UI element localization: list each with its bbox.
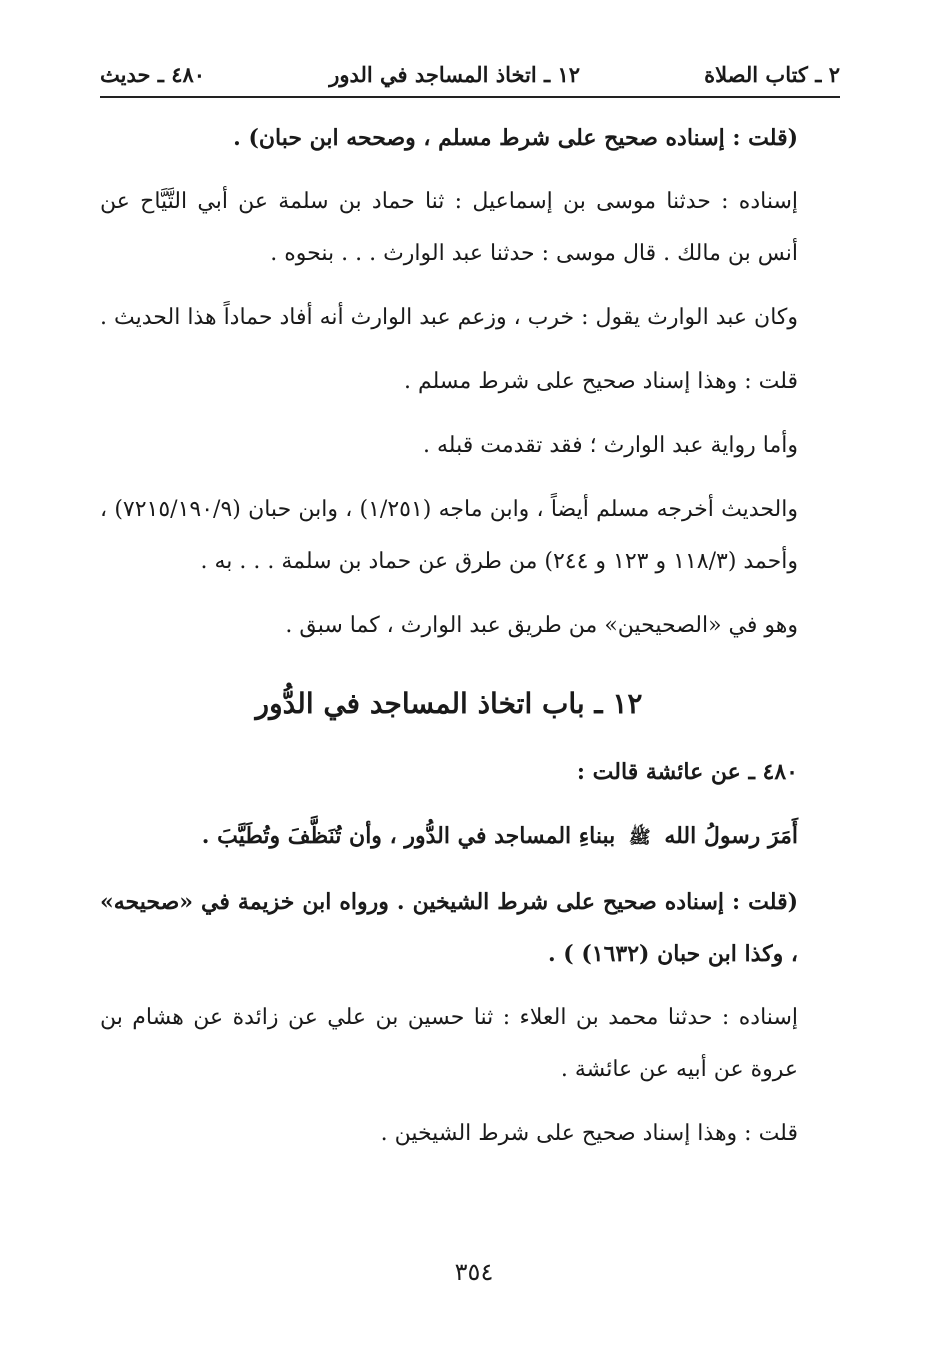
paragraph-note-5: قلت : وهذا إسناد صحيح على شرط الشيخين . <box>380 1121 798 1146</box>
paragraph-takhrij: والحديث أخرجه مسلم أيضاً ، وابن ماجه (١/٢٥١) ، وابن حبان (٧٢١٥/١٩٠/٩) ، وأحمد (١١٨/٣ و ١٢٣ و ٢٤٤) من طرق عن حماد بن سلمة . . . به . <box>100 497 798 574</box>
paragraph-isnad-2: إسناده : حدثنا محمد بن العلاء : ثنا حسين بن علي عن زائدة عن هشام بن عروة عن أبيه عن عائشة . <box>100 1005 798 1082</box>
header-book-title: ٢ ـ كتاب الصلاة <box>704 61 840 87</box>
header-divider <box>100 96 840 98</box>
hadith-intro: ٤٨٠ ـ عن عائشة قالت : <box>576 759 798 785</box>
page-body <box>100 112 798 1160</box>
paragraph-note-2: قلت : وهذا إسناد صحيح على شرط مسلم . <box>403 369 798 394</box>
header-hadith-number: ٤٨٠ ـ حديث <box>100 61 206 87</box>
hadith-text-part-b: ببناءِ المساجد في الدُّور ، وأن تُنَظَّفَ وتُطَيَّبَ . <box>201 823 616 849</box>
header-chapter-title: ١٢ ـ اتخاذ المساجد في الدور <box>329 61 581 87</box>
chapter-heading: ١٢ ـ باب اتخاذ المساجد في الدُّور <box>255 687 643 720</box>
hadith-text <box>100 810 798 864</box>
running-header <box>100 52 840 96</box>
hadith-text-part-a: أَمَرَ رسولُ الله <box>664 823 798 849</box>
paragraph-verdict-1: (قلت : إسناده صحيح على شرط مسلم ، وصححه ابن حبان) . <box>233 125 798 151</box>
paragraph-note-3: وأما رواية عبد الوارث ؛ فقد تقدمت قبله . <box>423 433 798 458</box>
paragraph-isnad-1: إسناده : حدثنا موسى بن إسماعيل : ثنا حماد بن سلمة عن أبي التَّيَّاح عن أنس بن مالك . قال موسى : حدثنا عبد الوارث . . . بنحوه . <box>100 189 798 266</box>
page-number: ٣٥٤ <box>454 1258 494 1286</box>
salutation-glyph: ﷺ <box>628 827 651 848</box>
paragraph-verdict-2: (قلت : إسناده صحيح على شرط الشيخين . ورواه ابن خزيمة في «صحيحه» ، وكذا ابن حبان (١٦٣٢) ) . <box>100 889 798 967</box>
paragraph-note-4: وهو في «الصحيحين» من طريق عبد الوارث ، كما سبق . <box>285 613 798 638</box>
paragraph-note-1: وكان عبد الوارث يقول : خرب ، وزعم عبد الوارث أنه أفاد حماداً هذا الحديث . <box>100 305 798 330</box>
